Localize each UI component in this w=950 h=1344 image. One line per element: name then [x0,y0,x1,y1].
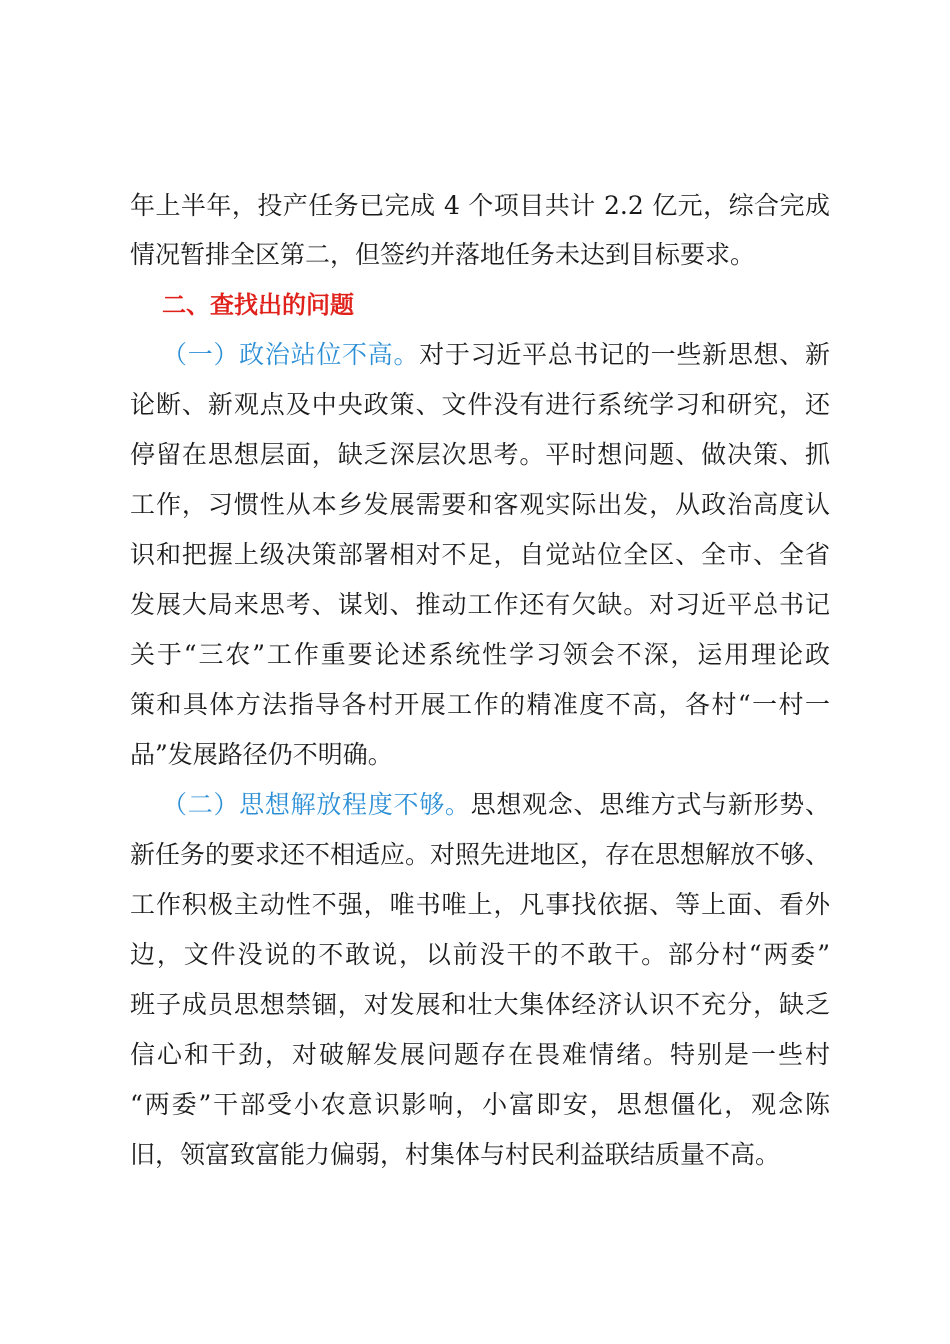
item-line: 关于“三农”工作重要论述系统性学习领会不深，运用理论政 [130,640,830,669]
item-line: 论断、新观点及中央政策、文件没有进行系统学习和研究，还 [130,390,830,419]
item-line: 工作，习惯性从本乡发展需要和客观实际出发，从政治高度认 [130,490,830,519]
item-line: 策和具体方法指导各村开展工作的精准度不高，各村“一村一 [130,690,830,719]
item-line: 旧，领富致富能力偏弱，村集体与村民利益联结质量不高。 [130,1140,781,1169]
item-text: 思想观念、思维方式与新形势、 [470,790,830,819]
item-line: “两委”干部受小农意识影响，小富即安，思想僵化，观念陈 [130,1090,830,1119]
item-line: 停留在思想层面，缺乏深层次思考。平时想问题、做决策、抓 [130,440,830,469]
item-title: （一）政治站位不高。 [162,340,420,369]
item-line: 识和把握上级决策部署相对不足，自觉站位全区、全市、全省 [130,540,830,569]
item-line: 新任务的要求还不相适应。对照先进地区，存在思想解放不够、 [130,840,830,869]
section-heading: 二、查找出的问题 [162,291,354,319]
item-line: 边，文件没说的不敢说，以前没干的不敢干。部分村“两委” [130,940,830,969]
item-text: 对于习近平总书记的一些新思想、新 [419,340,830,369]
item-line: 品”发展路径仍不明确。 [130,740,393,769]
item-title: （二）思想解放程度不够。 [162,790,471,819]
intro-line: 情况暂排全区第二，但签约并落地任务未达到目标要求。 [130,240,756,269]
item-line: 信心和干劲，对破解发展问题存在畏难情绪。特别是一些村 [130,1040,830,1069]
item-line: 班子成员思想禁锢，对发展和壮大集体经济认识不充分，缺乏 [130,990,830,1019]
item-line: 工作积极主动性不强，唯书唯上，凡事找依据、等上面、看外 [130,890,830,919]
intro-line: 年上半年，投产任务已完成 4 个项目共计 2.2 亿元，综合完成 [130,191,830,220]
item-first-line [162,780,830,830]
item-line: 发展大局来思考、谋划、推动工作还有欠缺。对习近平总书记 [130,590,830,619]
item-first-line [162,330,830,380]
